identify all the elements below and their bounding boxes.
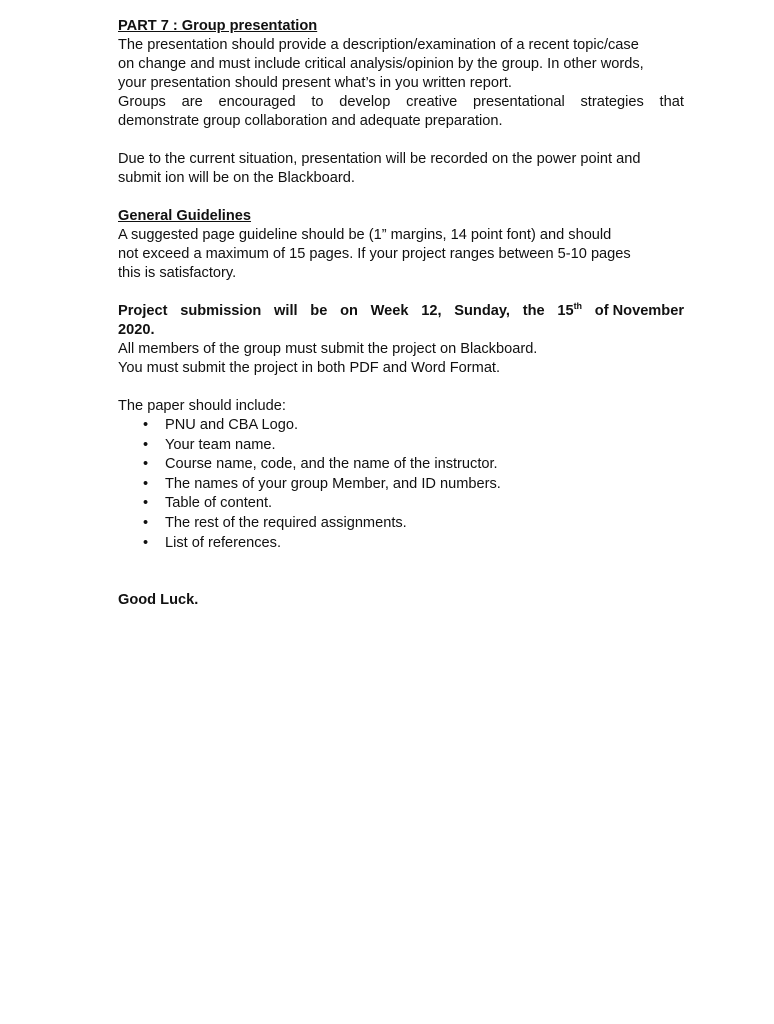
list-item-text: The names of your group Member, and ID numbers.: [165, 475, 501, 492]
bullet-icon: •: [143, 495, 149, 512]
list-item: [118, 514, 684, 534]
word: be: [310, 303, 328, 319]
list-item: [118, 534, 684, 554]
spacer: [118, 283, 684, 302]
submission-line: All members of the group must submit the project on Blackboard.: [118, 341, 538, 357]
spacer: [118, 553, 684, 591]
list-item: [118, 494, 684, 514]
list-item: [118, 416, 684, 436]
deadline-month: of November: [594, 303, 684, 319]
word: on: [340, 303, 358, 319]
part7-paragraph-line: Due to the current situation, presentation will be recorded on the power point and: [118, 151, 641, 167]
bullet-icon: •: [143, 417, 149, 433]
spacer: [118, 378, 684, 397]
word: that: [659, 94, 684, 110]
word: presentational: [473, 94, 565, 110]
list-item: [118, 475, 684, 495]
guidelines-line: this is satisfactory.: [118, 265, 237, 281]
word: encouraged: [218, 94, 296, 110]
part7-paragraph-line: demonstrate group collaboration and adequate preparation.: [118, 113, 503, 129]
submission-line: You must submit the project in both PDF and Word Format.: [118, 360, 501, 376]
guidelines-line: A suggested page guideline should be (1” margins, 14 point font) and should: [118, 227, 612, 243]
list-item-text: List of references.: [165, 534, 281, 551]
part7-paragraph-line: The presentation should provide a description/examination of a recent topic/case: [118, 37, 639, 53]
word: strategies: [580, 94, 644, 110]
guidelines-line: not exceed a maximum of 15 pages. If your project ranges between 5-10 pages: [118, 246, 631, 262]
part7-justified-line: [118, 93, 684, 112]
list-item-text: PNU and CBA Logo.: [165, 417, 299, 433]
list-item-text: Course name, code, and the name of the instructor.: [165, 456, 498, 473]
submission-year: 2020.: [118, 322, 155, 338]
word: creative: [406, 94, 458, 110]
word: are: [181, 94, 203, 110]
paper-intro: The paper should include:: [118, 398, 286, 414]
paper-requirements-list: [118, 416, 684, 553]
word: Week: [370, 303, 409, 319]
word: Project: [118, 303, 168, 319]
word: the: [522, 303, 545, 319]
list-item-text: The rest of the required assignments.: [165, 514, 407, 531]
part7-paragraph-line: submit ion will be on the Blackboard.: [118, 170, 355, 186]
deadline-date: [557, 302, 582, 321]
list-item: [118, 455, 684, 475]
list-item-text: Your team name.: [165, 436, 276, 453]
bullet-icon: •: [143, 514, 149, 531]
word: develop: [339, 94, 391, 110]
part7-paragraph-line: on change and must include critical analysis/opinion by the group. In other words,: [118, 56, 644, 72]
deadline-day-suffix: th: [573, 301, 583, 311]
document-page: [118, 17, 684, 610]
guidelines-heading: General Guidelines: [118, 208, 252, 224]
submission-deadline-line: [118, 302, 684, 321]
word: will: [274, 303, 298, 319]
spacer: [118, 131, 684, 150]
closing-text: Good Luck.: [118, 592, 199, 609]
word: submission: [180, 303, 262, 319]
deadline-day: 15: [557, 303, 574, 319]
list-item: [118, 436, 684, 456]
part7-paragraph-line: your presentation should present what’s in you written report.: [118, 75, 512, 91]
bullet-icon: •: [143, 475, 149, 492]
bullet-icon: •: [143, 436, 149, 453]
bullet-icon: •: [143, 456, 149, 473]
word: Sunday,: [454, 303, 510, 319]
word: 12,: [421, 303, 442, 319]
list-item-text: Table of content.: [165, 495, 273, 512]
word: to: [311, 94, 324, 110]
word: Groups: [118, 94, 166, 110]
part7-heading: PART 7 : Group presentation: [118, 18, 318, 34]
spacer: [118, 188, 684, 207]
bullet-icon: •: [143, 534, 149, 551]
